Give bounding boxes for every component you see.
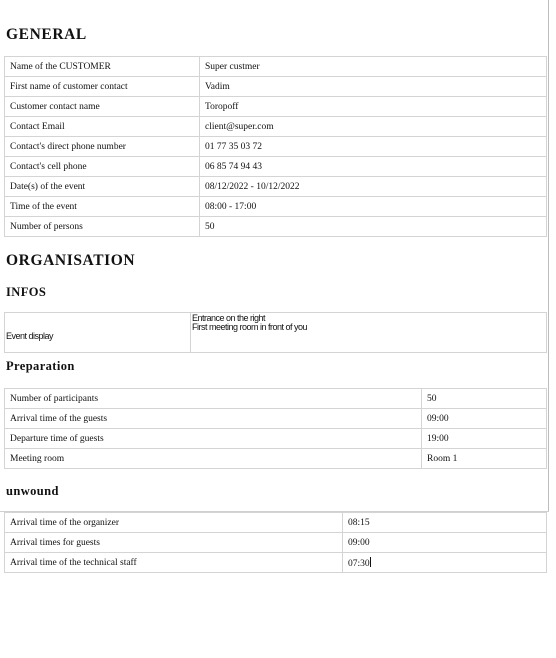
table-row xyxy=(5,117,547,137)
event-dates-label: Date(s) of the event xyxy=(5,177,200,197)
unwound-table xyxy=(4,512,547,573)
customer-name-label: Name of the CUSTOMER xyxy=(5,57,200,77)
table-row xyxy=(5,77,547,97)
event-time-value[interactable]: 08:00 - 17:00 xyxy=(200,197,547,217)
event-display-value[interactable] xyxy=(191,313,547,353)
guest-departure-label: Departure time of guests xyxy=(5,429,422,449)
table-row xyxy=(5,449,547,469)
preparation-table xyxy=(4,388,547,469)
event-display-line-2: First meeting room in front of you xyxy=(192,322,308,332)
unwound-heading: unwound xyxy=(6,484,59,498)
table-row xyxy=(5,57,547,77)
general-heading: GENERAL xyxy=(6,26,87,43)
infos-table xyxy=(4,312,547,353)
table-row xyxy=(5,553,547,573)
table-row xyxy=(5,313,547,353)
event-dates-value[interactable]: 08/12/2022 - 10/12/2022 xyxy=(200,177,547,197)
table-row xyxy=(5,157,547,177)
event-display-label: Event display xyxy=(5,313,191,353)
table-row xyxy=(5,429,547,449)
table-row xyxy=(5,533,547,553)
table-row xyxy=(5,177,547,197)
contact-first-name-label: First name of customer contact xyxy=(5,77,200,97)
contact-name-value[interactable]: Toropoff xyxy=(200,97,547,117)
meeting-room-value[interactable]: Room 1 xyxy=(422,449,547,469)
table-row xyxy=(5,197,547,217)
table-row xyxy=(5,137,547,157)
contact-email-label: Contact Email xyxy=(5,117,200,137)
guest-departure-value[interactable]: 19:00 xyxy=(422,429,547,449)
text-cursor xyxy=(370,557,371,567)
technical-staff-arrival-value[interactable] xyxy=(343,553,547,573)
table-row xyxy=(5,217,547,237)
guest-arrival-label: Arrival time of the guests xyxy=(5,409,422,429)
participants-value[interactable]: 50 xyxy=(422,389,547,409)
guest-arrival-value[interactable]: 09:00 xyxy=(422,409,547,429)
guest-arrival-times-value[interactable]: 09:00 xyxy=(343,533,547,553)
general-table xyxy=(4,56,547,237)
cell-phone-label: Contact's cell phone xyxy=(5,157,200,177)
organisation-heading: ORGANISATION xyxy=(6,252,136,269)
contact-email-value[interactable]: client@super.com xyxy=(200,117,547,137)
contact-first-name-value[interactable]: Vadim xyxy=(200,77,547,97)
technical-staff-arrival-text: 07:30 xyxy=(348,558,370,569)
table-row xyxy=(5,513,547,533)
cell-phone-value[interactable]: 06 85 74 94 43 xyxy=(200,157,547,177)
direct-phone-value[interactable]: 01 77 35 03 72 xyxy=(200,137,547,157)
event-display-line-1: Entrance on the right xyxy=(192,313,266,323)
organizer-arrival-label: Arrival time of the organizer xyxy=(5,513,343,533)
number-of-persons-value[interactable]: 50 xyxy=(200,217,547,237)
guest-arrival-times-label: Arrival times for guests xyxy=(5,533,343,553)
customer-name-value[interactable]: Super custmer xyxy=(200,57,547,77)
table-row xyxy=(5,389,547,409)
table-row xyxy=(5,409,547,429)
preparation-heading: Preparation xyxy=(6,359,75,373)
event-time-label: Time of the event xyxy=(5,197,200,217)
organizer-arrival-value[interactable]: 08:15 xyxy=(343,513,547,533)
number-of-persons-label: Number of persons xyxy=(5,217,200,237)
direct-phone-label: Contact's direct phone number xyxy=(5,137,200,157)
meeting-room-label: Meeting room xyxy=(5,449,422,469)
page-boundary xyxy=(548,0,549,512)
infos-heading: INFOS xyxy=(6,285,47,299)
participants-label: Number of participants xyxy=(5,389,422,409)
technical-staff-arrival-label: Arrival time of the technical staff xyxy=(5,553,343,573)
table-row xyxy=(5,97,547,117)
contact-name-label: Customer contact name xyxy=(5,97,200,117)
